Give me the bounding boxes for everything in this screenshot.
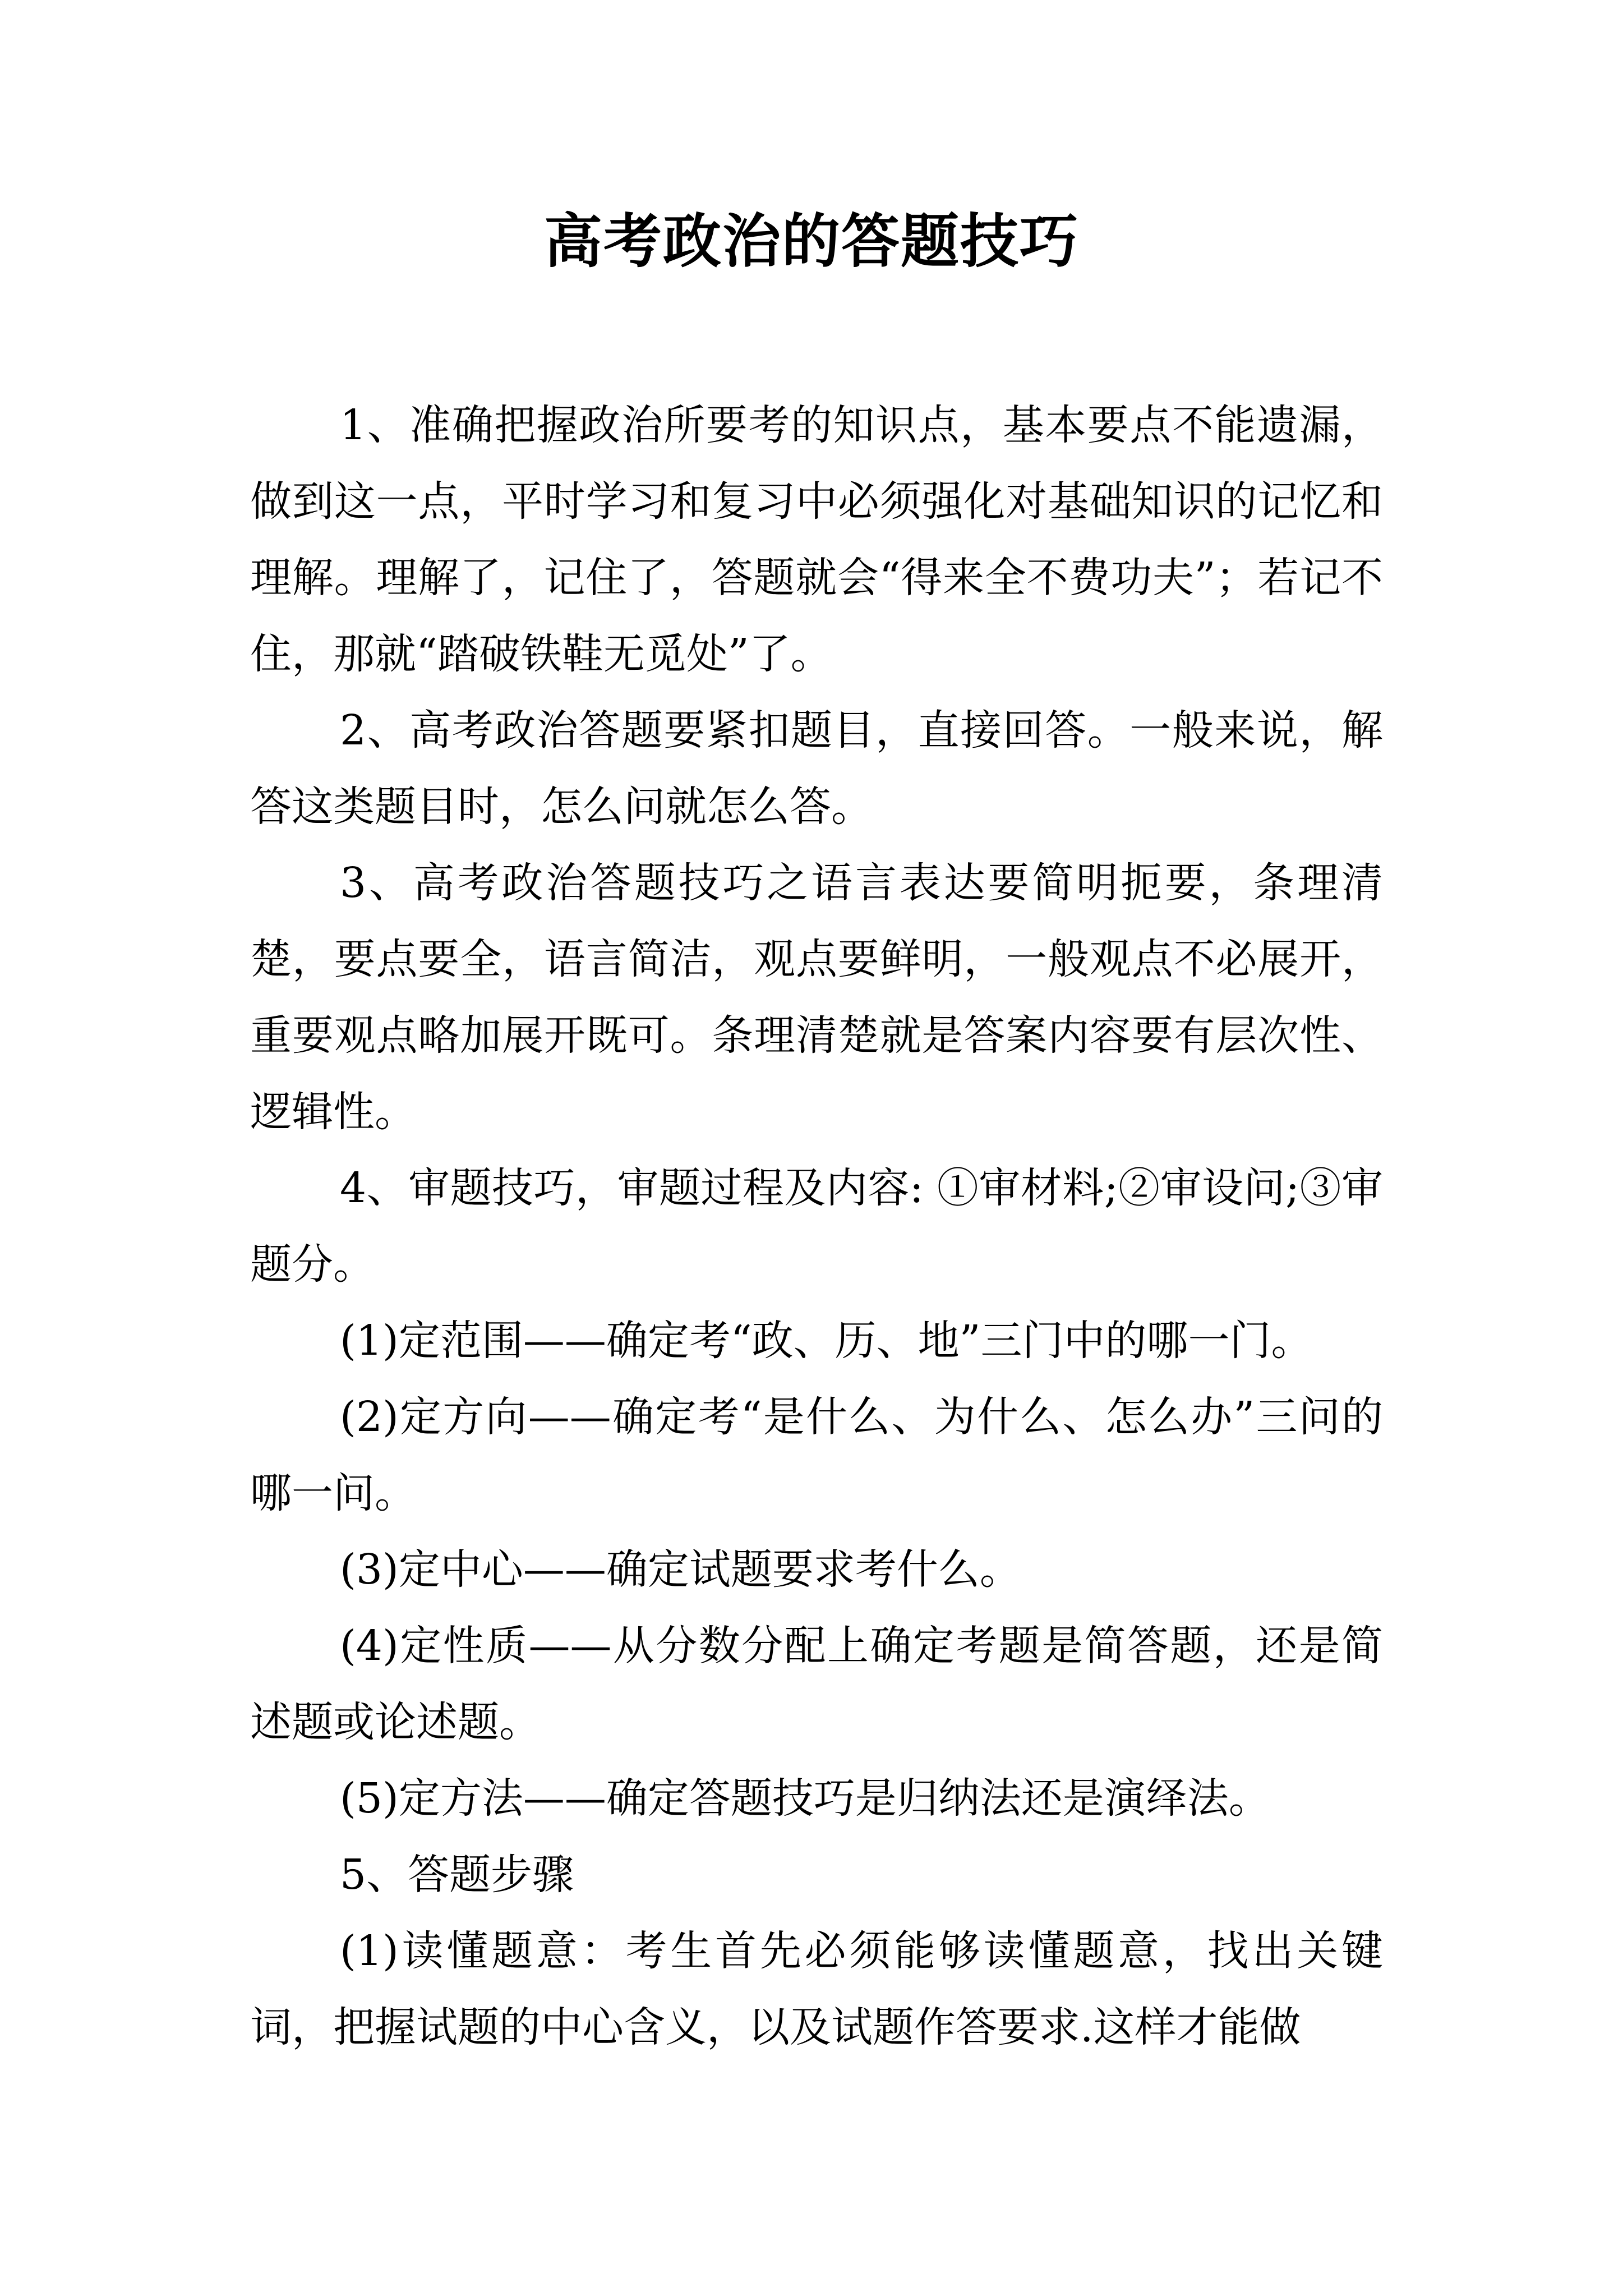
paragraph-2: 2、高考政治答题要紧扣题目，直接回答。一般来说，解答这类题目时，怎么问就怎么答。	[250, 706, 1383, 831]
paragraph-4-3: (3)定中心——确定试题要求考什么。	[340, 1545, 1021, 1594]
paragraph-5: 5、答题步骤	[340, 1851, 574, 1899]
paragraph-4-5: (5)定方法——确定答题技巧是归纳法还是演绎法。	[340, 1774, 1270, 1823]
paragraph-4: 4、审题技巧，审题过程及内容: ①审材料;②审设问;③审题分。	[250, 1164, 1383, 1289]
paragraph-4-1: (1)定范围——确定考“政、历、地”三门中的哪一门。	[340, 1317, 1313, 1365]
document-title: 高考政治的答题技巧	[543, 206, 1079, 275]
paragraph-1: 1、准确把握政治所要考的知识点，基本要点不能遗漏，做到这一点，平时学习和复习中必须强化对基础知识的记忆和理解。理解了，记住了，答题就会“得来全不费功夫”；若记不住，那就“踏破铁鞋无觅处”了。	[250, 401, 1383, 678]
paragraph-4-2: (2)定方向——确定考“是什么、为什么、怎么办”三问的哪一问。	[250, 1393, 1383, 1517]
document-body	[250, 387, 1383, 2065]
paragraph-3: 3、高考政治答题技巧之语言表达要简明扼要，条理清楚，要点要全，语言简洁，观点要鲜明，一般观点不必展开，重要观点略加展开既可。条理清楚就是答案内容要有层次性、逻辑性。	[250, 859, 1383, 1136]
paragraph-4-4: (4)定性质——从分数分配上确定考题是简答题，还是简述题或论述题。	[250, 1622, 1383, 1746]
paragraph-5-1: (1)读懂题意：考生首先必须能够读懂题意，找出关键词，把握试题的中心含义，以及试题作答要求.这样才能做	[250, 1927, 1383, 2051]
